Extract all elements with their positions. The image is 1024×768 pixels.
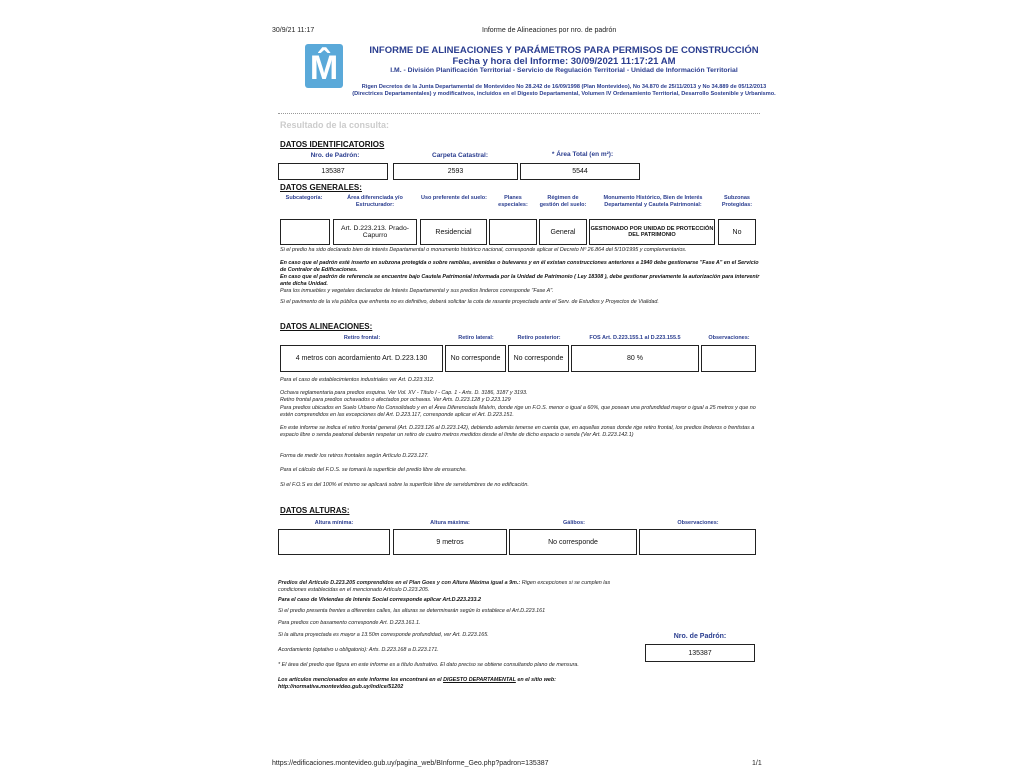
area-value: 5544 (520, 163, 640, 180)
carpeta-label: Carpeta Catastral: (432, 152, 488, 159)
col-altura-maxima: Altura máxima: (430, 520, 470, 526)
alineaciones-note-7: Para el cálculo del F.O.S. se tomará la superficie del predio libre de ensanche. (280, 467, 467, 473)
digesto-url[interactable]: http://normativa.montevideo.gub.uy/indice/51202 (278, 683, 404, 690)
final-note-4: Para predios con basamento corresponde Art. D.223.161.1. (278, 620, 421, 626)
retiro-lateral-value: No corresponde (445, 345, 506, 372)
generales-note-3: En caso que el padrón de referencia se encuentre bajo Cautela Patrimonial informada por la Unidad de Patrimonio ( Ley 18308 ), debe gestionar previamente la autorización para intervenir ante dicha Unidad. (280, 274, 760, 287)
col-retiro-lateral: Retiro lateral: (458, 335, 494, 341)
generales-note-5: Si el pavimento de la vía pública que enfrenta no es definitivo, deberá solicitar la cota de rasante proyectada ante el Serv. de Estudios y Proyectos de Vialidad. (280, 299, 659, 305)
col-area-diferenciada: Área diferenciada y/o Estructurador: (347, 195, 403, 208)
col-alturas-observaciones: Observaciones: (677, 520, 719, 526)
final-note-3: Si el predio presenta frentes a diferentes calles, las alturas se determinarán según lo establece el Art.D.223.161 (278, 608, 546, 614)
col-regimen: Régimen de gestión del suelo: (539, 195, 587, 208)
print-datetime: 30/9/21 11:17 (272, 27, 315, 34)
report-decrees: Rigen Decretos de la Junta Departamental de Montevideo No 28.242 de 16/09/1998 (Plan Montevideo), No 34.870 de 25/11/2013 y No 34.889 de 05/12/2013 (Directrices Departamentales) y modificativos, incluidos en el Digesto Departamental, Volumen IV Ordenamiento Territorial, Desarrollo Sostenible y Urbanismo. (352, 84, 776, 97)
final-note-8-b: en el sitio web: (515, 677, 556, 683)
col-altura-minima: Altura mínima: (314, 520, 354, 526)
carpeta-value: 2593 (393, 163, 518, 180)
fos-value: 80 % (571, 345, 699, 372)
generales-note-1: Si el predio ha sido declarado bien de interés Departamental o monumento histórico nacional, corresponde aplicar el Decreto Nº 26.864 del 5/10/1995 y complementarios. (280, 247, 687, 253)
report-title: INFORME DE ALINEACIONES Y PARÁMETROS PARA PERMISOS DE CONSTRUCCIÓN (369, 45, 759, 56)
col-galibos: Gálibos: (562, 520, 585, 526)
digesto-link[interactable]: DIGESTO DEPARTAMENTAL (443, 677, 516, 683)
regimen-value: General (539, 219, 587, 245)
subcategoria-value (280, 219, 330, 245)
retiro-frontal-value: 4 metros con acordamiento Art. D.223.130 (280, 345, 443, 372)
alineaciones-note-5: En este informe se indica el retiro frontal general (Art. D.223.126 al D.223.142), debiendo además tenerse en cuenta que, en aquellas zonas donde rige retiro frontal, los predios linderos o frentistas a espacio libre o senda peatonal deberán respetar un retiro de cuatro metros medidos desde el límite de dicho espacio o senda (Ver Art. D.223.142.1) (280, 425, 755, 438)
final-note-6: Acordamiento (optativo u obligatorio): Arts. D.223.168 a D.223.171. (278, 647, 439, 653)
final-padron-value: 135387 (645, 644, 755, 662)
monumento-value: GESTIONADO POR UNIDAD DE PROTECCIÓN DEL PATRIMONIO (589, 219, 715, 245)
altura-maxima-value: 9 metros (393, 529, 507, 555)
col-retiro-posterior: Retiro posterior: (517, 335, 561, 341)
col-observaciones: Observaciones: (708, 335, 750, 341)
padron-value: 135387 (278, 163, 388, 180)
area-label: * Área Total (en m²): (551, 151, 614, 158)
col-retiro-frontal: Retiro frontal: (343, 335, 381, 341)
alineaciones-note-1: Para el caso de establecimientos industriales ver Art. D.223.312. (280, 377, 435, 383)
col-fos: FOS Art. D.223.155.1 al D.223.155.5 (589, 335, 681, 341)
final-note-7: * El área del predio que figura en este informe es a título ilustrativo. El dato preciso se obtiene consultando plano de mensura. (278, 662, 579, 668)
galibos-value: No corresponde (509, 529, 637, 555)
uso-preferente-value: Residencial (420, 219, 487, 245)
alineaciones-note-3: Retiro frontal para predios ochavados o afectados por ochavas. Ver Arts. D.223.128 y D.223.129 (280, 397, 511, 403)
area-diferenciada-value: Art. D.223.213. Prado-Capurro (333, 219, 417, 245)
col-planes: Planes especiales: (498, 195, 528, 208)
alturas-heading: DATOS ALTURAS: (280, 506, 350, 515)
col-uso-preferente: Uso preferente del suelo: (420, 195, 488, 201)
alineaciones-note-8: Si el F.O.S es del 100% el mismo se aplicará sobre la superficie libre de servidumbres de no edificación. (280, 482, 529, 488)
final-note-1-bold: Predios del Artículo D.223.205 comprendidos en el Plan Goes y con Altura Máxima igual a 9m.: (278, 580, 521, 586)
report-datetime: Fecha y hora del Informe: 30/09/2021 11:17:21 AM (452, 56, 676, 67)
final-note-1-rest: Rigen excepciones si se cumplen las condiciones establecidas en el mencionado Artículo D.223.205. (278, 580, 611, 593)
altura-minima-value (278, 529, 390, 555)
final-note-8 (278, 677, 648, 690)
generales-note-2: En caso que el padrón esté inserto en subzona protegida o sobre ramblas, avenidas o bulevares y en él existan construcciones anteriores a 1940 debe gestionarse "Fase A" en el Servicio de Contralor de Edificaciones. (280, 260, 759, 273)
divider (278, 113, 760, 114)
intendencia-logo-icon: M̂ (305, 44, 343, 88)
print-page-number: 1/1 (752, 760, 762, 767)
final-note-5: Si la altura proyectada es mayor a 13.50m corresponde profundidad, ver Art. D.223.165. (278, 632, 489, 638)
alturas-observaciones-value (639, 529, 756, 555)
alineaciones-heading: DATOS ALINEACIONES: (280, 322, 373, 331)
final-note-2: Para el caso de Viviendas de Interés Social corresponde aplicar Art.D.223.233.2 (278, 597, 482, 603)
col-subzonas: Subzonas Protegidas: (721, 195, 753, 208)
alineaciones-note-2: Ochava reglamentaria para predios esquina. Ver Vol. XV - Título I - Cap. 1 - Arts. D. 3186, 3187 y 3193. (280, 390, 528, 396)
col-subcategoria: Subcategoría: (285, 195, 323, 201)
generales-heading: DATOS GENERALES: (280, 183, 362, 192)
planes-value (489, 219, 537, 245)
alineaciones-note-4: Para predios ubicados en Suelo Urbano No Consolidado y en el Área Diferenciada Malvín, donde rige un F.O.S. menor o igual a 60%, que posean una profundidad mayor o igual a 25 metros y que no estén comprendidos en las excepciones del Art. D.223.117, corresponde aplicar el Art. D.223.151. (280, 405, 756, 418)
final-padron-label: Nro. de Padrón: (673, 633, 727, 640)
final-note-8-a: Los artículos mencionados en este informe los encontrará en el (278, 677, 444, 683)
print-url: https://edificaciones.montevideo.gub.uy/pagina_web/BInforme_Geo.php?padron=135387 (272, 760, 549, 767)
result-label: Resultado de la consulta: (280, 120, 390, 130)
col-monumento: Monumento Histórico, Bien de Interés Departamental y Cautela Patrimonial: (603, 195, 703, 208)
generales-note-4: Para los inmuebles y vegetales declarados de Interés Departamental y sus predios linderos corresponde "Fase A". (280, 288, 554, 294)
retiro-posterior-value: No corresponde (508, 345, 569, 372)
report-organization: I.M. - División Planificación Territorial - Servicio de Regulación Territorial - Unidad de Información Territorial (390, 67, 738, 74)
subzonas-value: No (718, 219, 756, 245)
alineaciones-note-6: Forma de medir los retiros frontales según Artículo D.223.127. (280, 453, 429, 459)
identificatorios-heading: DATOS IDENTIFICATORIOS (280, 140, 385, 149)
print-page-title: Informe de Alineaciones por nro. de padrón (482, 27, 617, 34)
final-note-1 (278, 580, 618, 593)
padron-label: Nro. de Padrón: (310, 152, 360, 159)
observaciones-value (701, 345, 756, 372)
